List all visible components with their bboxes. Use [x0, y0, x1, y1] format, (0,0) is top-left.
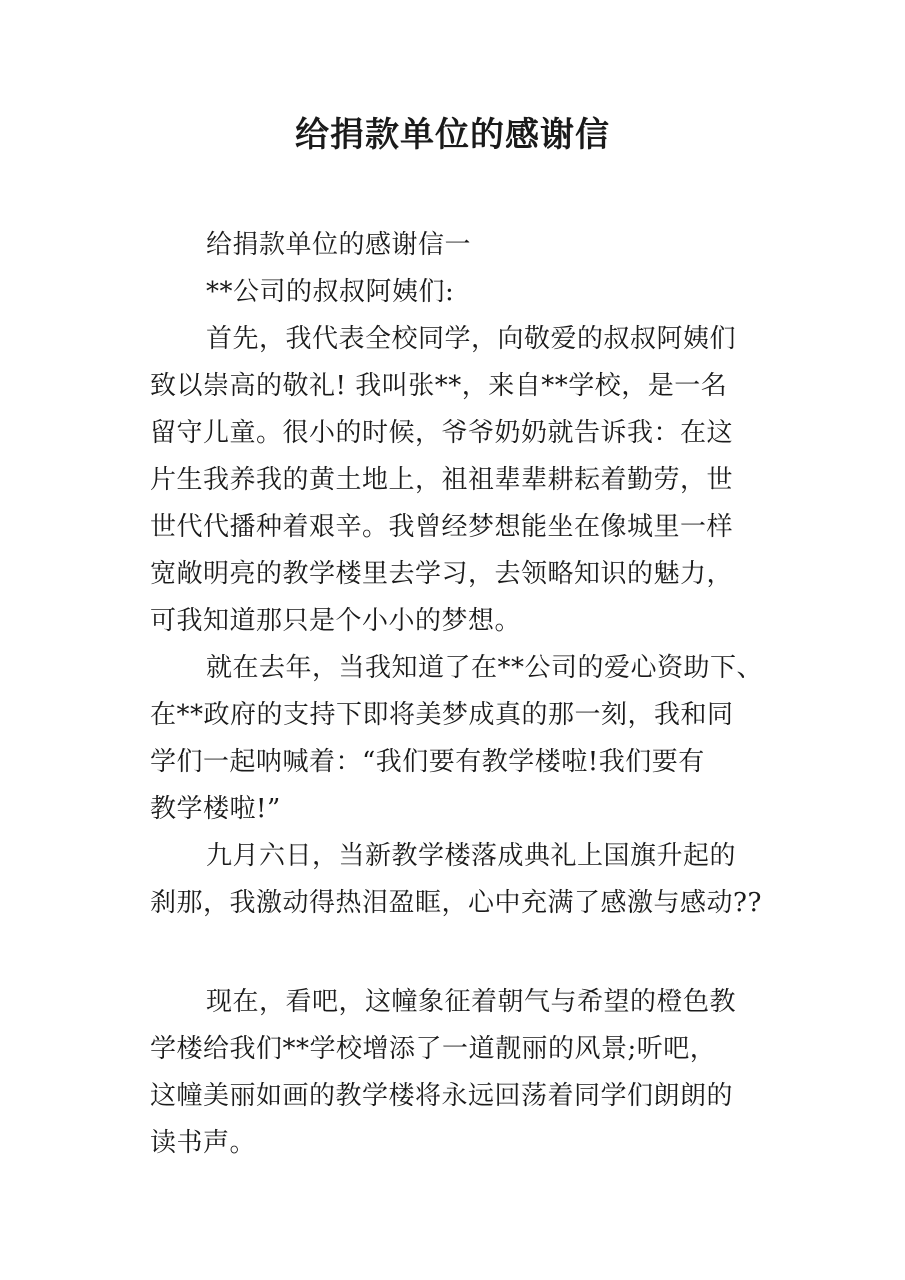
- salutation: **公司的叔叔阿姨们:: [206, 277, 455, 307]
- text-line: 致以崇高的敬礼! 我叫张**，来自**学校，是一名: [150, 371, 728, 401]
- letter-subtitle: 给捐款单位的感谢信一: [206, 230, 472, 260]
- document-title: 给捐款单位的感谢信: [295, 115, 610, 155]
- text-line: 留守儿童。很小的时候，爷爷奶奶就告诉我：在这: [150, 418, 734, 448]
- text-line: 宽敞明亮的教学楼里去学习，去领略知识的魅力，: [150, 559, 734, 589]
- text-line: 读书声。: [150, 1128, 257, 1158]
- text-line: 片生我养我的黄土地上，祖祖辈辈耕耘着勤劳，世: [150, 465, 734, 495]
- text-line: 学楼给我们**学校增添了一道靓丽的风景;听吧，: [150, 1034, 717, 1064]
- text-line: 首先，我代表全校同学，向敬爱的叔叔阿姨们: [206, 324, 737, 354]
- text-line: 在**政府的支持下即将美梦成真的那一刻，我和同: [150, 700, 734, 730]
- text-line: 可我知道那只是个小小的梦想。: [150, 606, 522, 636]
- text-line: 世代代播种着艰辛。我曾经梦想能坐在像城里一样: [150, 512, 734, 542]
- text-line: 学们一起呐喊着：“我们要有教学楼啦!我们要有: [150, 747, 705, 777]
- text-line: 现在，看吧，这幢象征着朝气与希望的橙色教: [206, 987, 737, 1017]
- text-line: 就在去年，当我知道了在**公司的爱心资助下、: [206, 653, 764, 683]
- text-line: 九月六日，当新教学楼落成典礼上国旗升起的: [206, 841, 737, 871]
- text-line: 这幢美丽如画的教学楼将永远回荡着同学们朗朗的: [150, 1081, 734, 1111]
- text-line: 教学楼啦!”: [150, 794, 281, 824]
- text-line: 刹那，我激动得热泪盈眶，心中充满了感激与感动??: [150, 888, 762, 918]
